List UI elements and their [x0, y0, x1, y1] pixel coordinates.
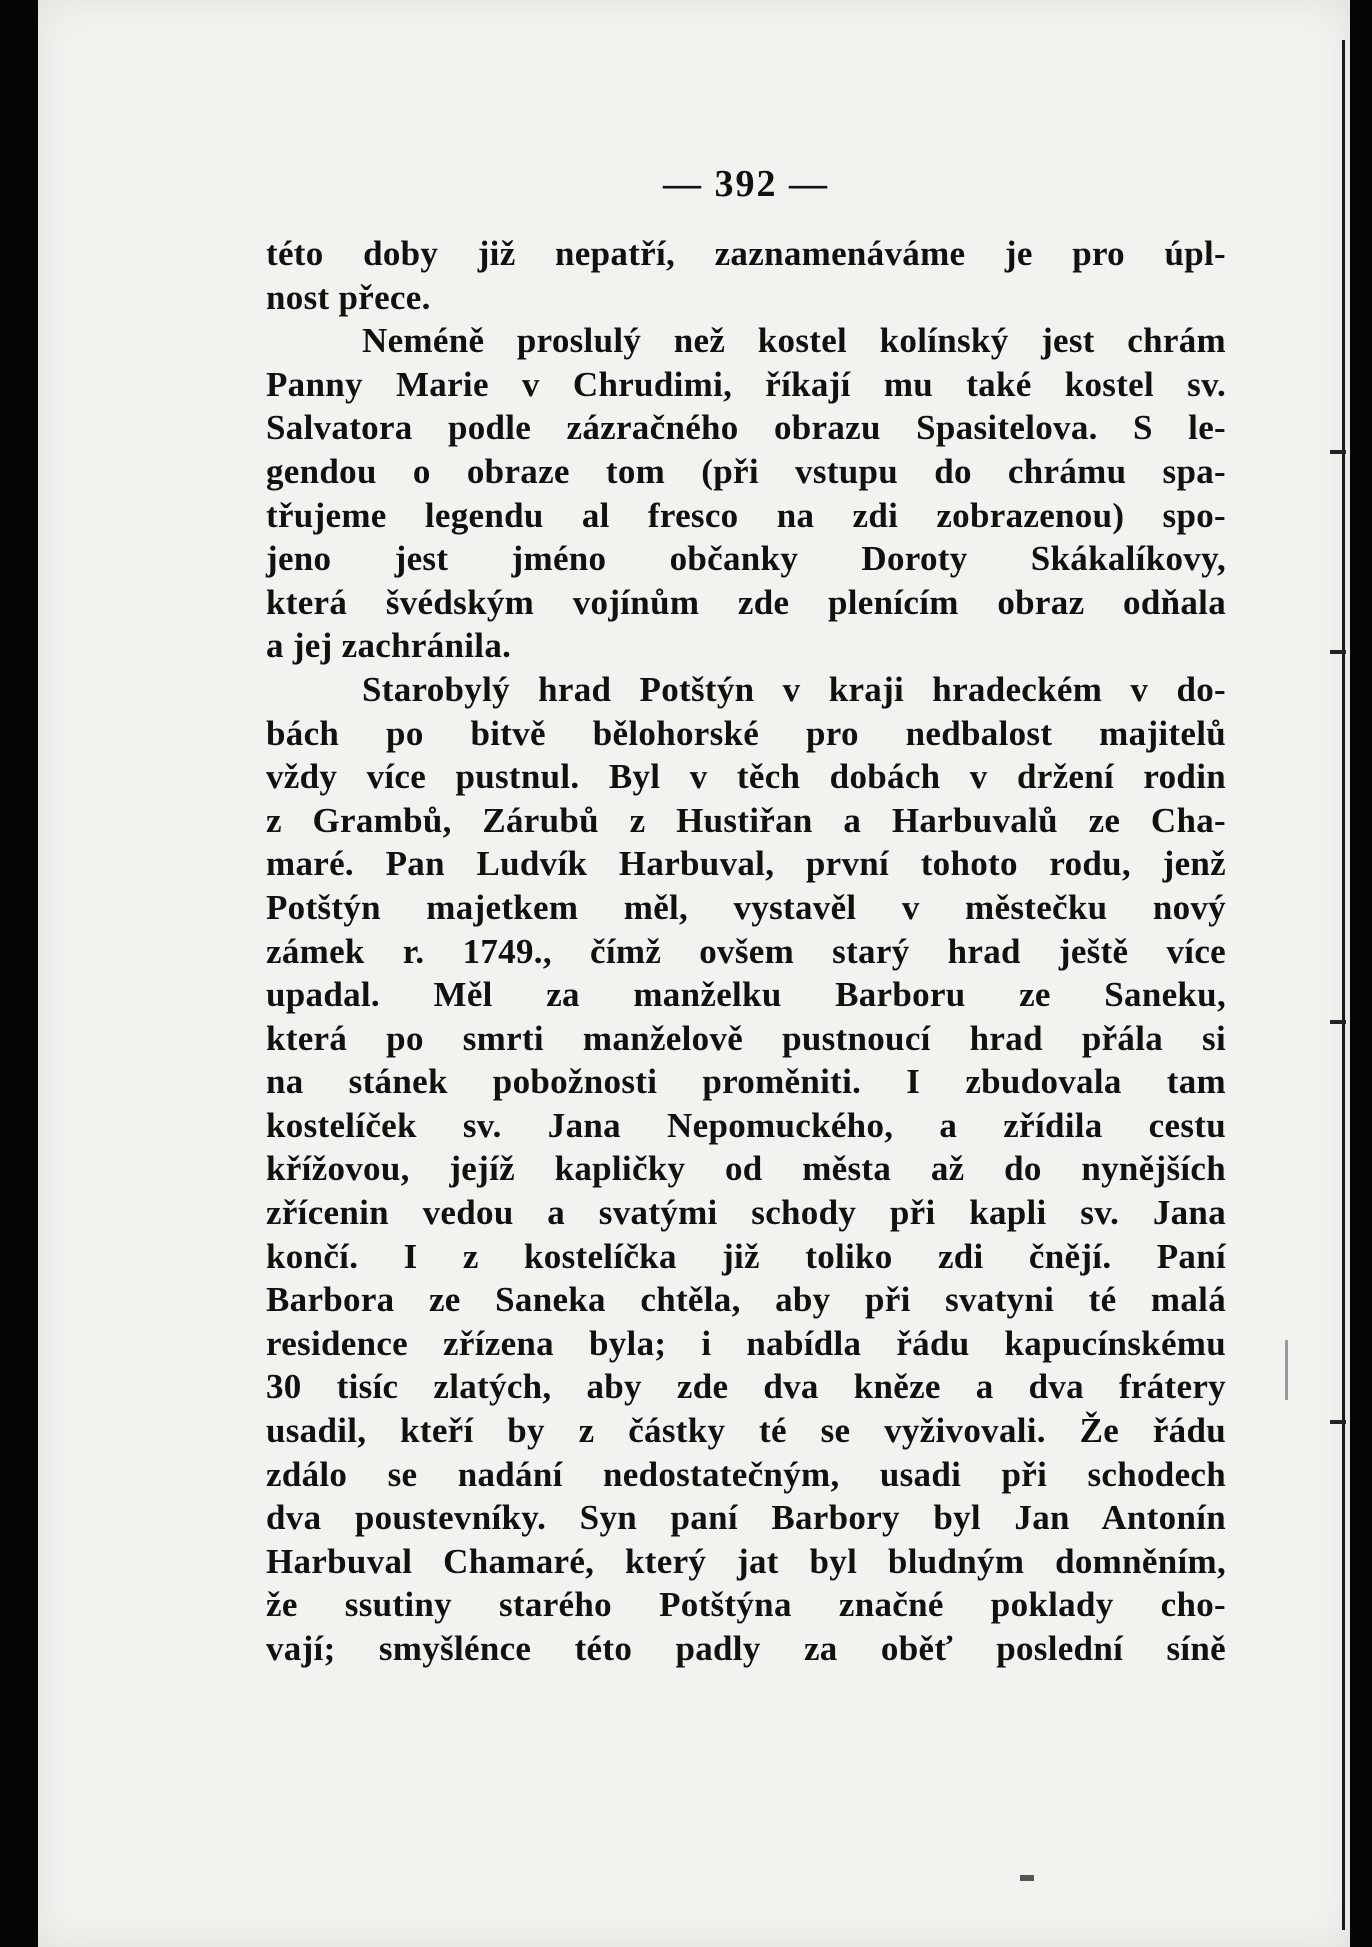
binding-mark [1330, 650, 1346, 654]
text-line: zámek r. 1749., čímž ovšem starý hrad ještě více [266, 931, 1226, 971]
scan-artifact [1285, 1340, 1288, 1400]
text-line: zřícenin vedou a svatými schody při kapli sv. Jana [266, 1193, 1226, 1233]
text-line: vají; smyšlénce této padly za oběť poslední síně [266, 1629, 1226, 1668]
body-lines [266, 232, 1226, 1671]
text-block [266, 150, 1226, 1671]
text-line: kostelíček sv. Jana Nepomuckého, a zřídila cestu [266, 1105, 1226, 1145]
text-line: že ssutiny starého Potštýna značné poklady cho- [266, 1585, 1226, 1625]
text-line: která po smrti manželově pustnoucí hrad přála si [266, 1018, 1226, 1058]
text-line: Panny Marie v Chrudimi, říkají mu také kostel sv. [266, 364, 1226, 404]
text-line: usadil, kteří by z částky té se vyživovali. Že řádu [266, 1411, 1226, 1451]
scan-artifact [1020, 1875, 1034, 1881]
text-line: jeno jest jméno občanky Doroty Skákalíkovy, [266, 539, 1226, 579]
binding-mark [1330, 1020, 1346, 1024]
text-line: vždy více pustnul. Byl v těch dobách v držení rodin [266, 757, 1226, 797]
binding-mark [1330, 1420, 1346, 1424]
binding-mark [1330, 450, 1346, 454]
text-line: Salvatora podle zázračného obrazu Spasitelova. S le- [266, 408, 1226, 448]
page-number: — 392 — [663, 163, 829, 205]
text-line: maré. Pan Ludvík Harbuval, první tohoto rodu, jenž [266, 844, 1226, 884]
text-line: residence zřízena byla; i nabídla řádu kapucínskému [266, 1323, 1226, 1363]
text-line: bách po bitvě bělohorské pro nedbalost majitelů [266, 713, 1226, 753]
text-line: 30 tisíc zlatých, aby zde dva kněze a dva frátery [266, 1367, 1226, 1407]
text-line: nost přece. [266, 277, 431, 317]
text-line: končí. I z kostelíčka již toliko zdi čnějí. Paní [266, 1236, 1226, 1276]
text-line: křížovou, jejíž kapličky od města až do nynějších [266, 1149, 1226, 1189]
text-line: gendou o obraze tom (při vstupu do chrámu spa- [266, 451, 1226, 491]
text-line: a jej zachránila. [266, 626, 512, 666]
text-line: z Grambů, Zárubů z Hustiřan a Harbuvalů ze Cha- [266, 800, 1226, 840]
text-line: Potštýn majetkem měl, vystavěl v městečku nový [266, 887, 1226, 927]
text-line: upadal. Měl za manželku Barboru ze Saneku, [266, 975, 1226, 1015]
text-line: Harbuval Chamaré, který jat byl bludným domněním, [266, 1541, 1226, 1581]
book-spine-edge [1342, 40, 1345, 1930]
text-line: této doby již nepatří, zaznamenáváme je pro úpl- [266, 234, 1226, 273]
text-line: která švédským vojínům zde plenícím obraz odňala [266, 582, 1226, 622]
text-line: Starobylý hrad Potštýn v kraji hradeckém v do- [362, 669, 1226, 709]
text-line: Barbora ze Saneka chtěla, aby při svatyni té malá [266, 1280, 1226, 1320]
text-line: dva poustevníky. Syn paní Barbory byl Jan Antonín [266, 1498, 1226, 1538]
text-line: zdálo se nadání nedostatečným, usadi při schodech [266, 1454, 1226, 1494]
text-line: Neméně proslulý než kostel kolínský jest chrám [362, 321, 1226, 361]
text-line: třujeme legendu al fresco na zdi zobrazenou) spo- [266, 495, 1226, 535]
text-line: na stánek pobožnosti proměniti. I zbudovala tam [266, 1062, 1226, 1102]
